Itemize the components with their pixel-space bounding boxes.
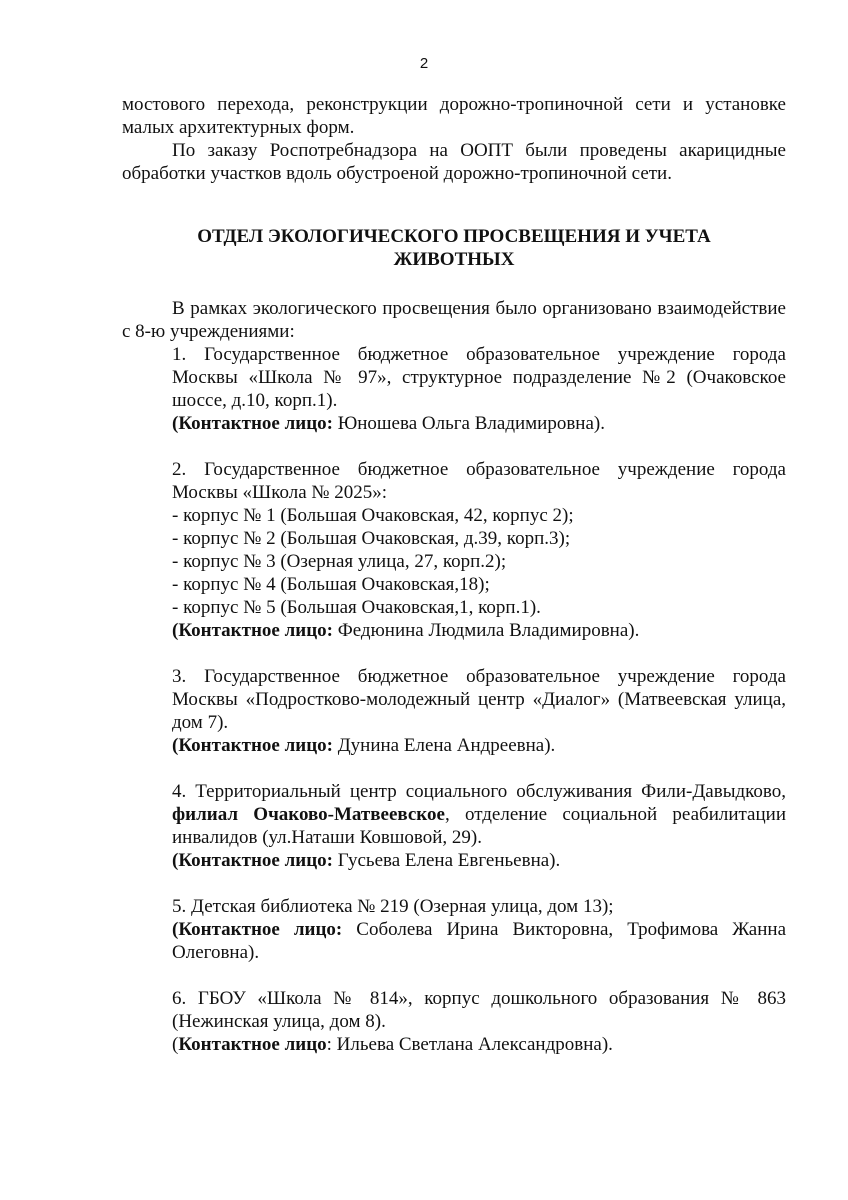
contact-name: Юношева Ольга Владимировна). bbox=[337, 413, 605, 434]
contact-line: (Контактное лицо: Юношева Ольга Владимировна). bbox=[172, 413, 605, 434]
page-number: 2 bbox=[419, 55, 429, 72]
contact-line: (Контактное лицо: Соболева Ирина Викторовна, Трофимова Жанна Олеговна). bbox=[172, 919, 787, 963]
sub-item: - корпус № 4 (Большая Очаковская,18); bbox=[172, 574, 490, 595]
contact-label: Контактное лицо bbox=[178, 1034, 327, 1055]
list-item-3 bbox=[172, 665, 786, 757]
contact-line: (Контактное лицо: Ильева Светлана Александровна). bbox=[172, 1034, 613, 1055]
lead-paragraph: В рамках экологического просвещения было организовано взаимодействие с 8-ю учреждениями: bbox=[122, 298, 786, 342]
item-text-start: 4. Территориальный центр социального обслуживания Фили-Давыдково, bbox=[172, 781, 786, 802]
list-item-text: 1. Государственное бюджетное образовательное учреждение города Москвы «Школа № 97», структурное подразделение №2 (Очаковское шоссе, д.10, корп.1). bbox=[172, 344, 786, 411]
list-item-6 bbox=[172, 987, 786, 1056]
list-item-5 bbox=[172, 895, 786, 964]
list-item-4 bbox=[172, 780, 786, 872]
item-text-bold: филиал Очаково-Матвеевское bbox=[172, 804, 445, 825]
contact-name: Дунина Елена Андреевна). bbox=[337, 735, 556, 756]
sub-item: - корпус № 3 (Озерная улица, 27, корп.2); bbox=[172, 551, 507, 572]
item-text-end: , отделение социальной реабилитации инвалидов (ул.Наташи Ковшовой, 29). bbox=[172, 804, 786, 848]
contact-label: Контактное лицо bbox=[178, 620, 327, 641]
section-heading: ОТДЕЛ ЭКОЛОГИЧЕСКОГО ПРОСВЕЩЕНИЯ И УЧЕТА ЖИВОТНЫХ bbox=[197, 226, 711, 270]
list-item-2 bbox=[172, 458, 786, 642]
sub-item: - корпус № 2 (Большая Очаковская, д.39, корп.3); bbox=[172, 528, 571, 549]
intro-paragraph-1: мостового перехода, реконструкции дорожно-тропиночной сети и установке малых архитектурных форм. bbox=[122, 94, 786, 138]
contact-line: (Контактное лицо: Дунина Елена Андреевна). bbox=[172, 735, 556, 756]
contact-name: Гусьева Елена Евгеньевна). bbox=[337, 850, 561, 871]
list-item-1 bbox=[172, 343, 786, 435]
contact-label: Контактное лицо bbox=[178, 735, 327, 756]
contact-line: (Контактное лицо: Гусьева Елена Евгеньевна). bbox=[172, 850, 561, 871]
list-item-text: 2. Государственное бюджетное образовательное учреждение города Москвы «Школа № 2025»: bbox=[172, 459, 786, 503]
contact-label: Контактное лицо bbox=[178, 850, 327, 871]
document-body bbox=[122, 93, 786, 1056]
contact-line: (Контактное лицо: Федюнина Людмила Владимировна). bbox=[172, 620, 640, 641]
list-item-text: 5. Детская библиотека № 219 (Озерная улица, дом 13); bbox=[172, 896, 614, 917]
list-item-text: 3. Государственное бюджетное образовательное учреждение города Москвы «Подростково-молодежный центр «Диалог» (Матвеевская улица, дом 7). bbox=[172, 666, 786, 733]
contact-label: Контактное лицо bbox=[178, 919, 336, 940]
list-item-text bbox=[172, 780, 786, 849]
intro-paragraph-2: По заказу Роспотребнадзора на ООПТ были проведены акарицидные обработки участков вдоль обустроеной дорожно-тропиночной сети. bbox=[122, 140, 786, 184]
contact-name: Соболева Ирина Викторовна, Трофимова Жанна Олеговна). bbox=[172, 919, 787, 963]
contact-name: Федюнина Людмила Владимировна). bbox=[337, 620, 640, 641]
sub-item: - корпус № 1 (Большая Очаковская, 42, корпус 2); bbox=[172, 505, 574, 526]
sub-item: - корпус № 5 (Большая Очаковская,1, корп.1). bbox=[172, 597, 541, 618]
contact-name: Ильева Светлана Александровна). bbox=[336, 1034, 613, 1055]
list-item-text: 6. ГБОУ «Школа № 814», корпус дошкольного образования № 863 (Нежинская улица, дом 8). bbox=[172, 988, 786, 1032]
contact-label: Контактное лицо bbox=[178, 413, 327, 434]
